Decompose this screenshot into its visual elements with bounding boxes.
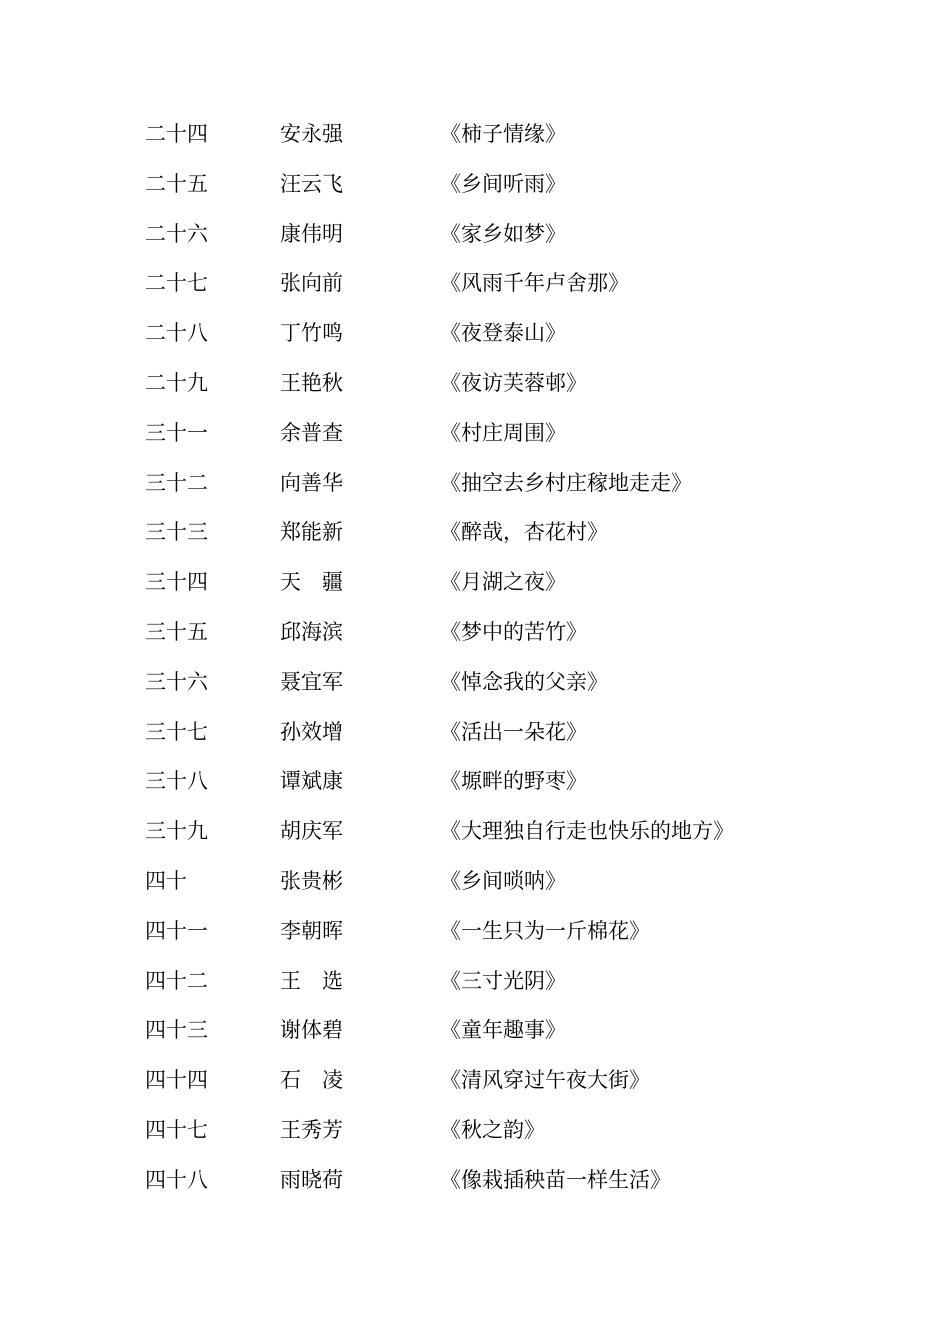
entry-author: 天 疆 (280, 570, 343, 595)
entry-title: 《一生只为一斤棉花》 (440, 918, 650, 943)
entry-author: 王 选 (280, 968, 343, 993)
entry-author: 聂宜军 (280, 669, 343, 694)
entry-author: 丁竹鸣 (280, 321, 343, 346)
entry-author: 向善华 (280, 470, 343, 495)
entry-title: 《塬畔的野枣》 (440, 769, 587, 794)
entry-author: 郑能新 (280, 520, 343, 545)
list-item (145, 210, 845, 260)
entry-number: 三十一 (145, 420, 208, 445)
list-item (145, 160, 845, 210)
entry-title: 《醉哉，杏花村》 (440, 520, 608, 545)
list-item (145, 708, 845, 758)
entry-title: 《三寸光阴》 (440, 968, 566, 993)
entry-number: 二十八 (145, 321, 208, 346)
entry-author: 谭斌康 (280, 769, 343, 794)
entry-number: 二十七 (145, 271, 208, 296)
list-item (145, 957, 845, 1007)
entry-author: 张贵彬 (280, 868, 343, 893)
list-item (145, 459, 845, 509)
entry-number: 四十 (145, 868, 187, 893)
entry-author: 雨晓荷 (280, 1167, 343, 1192)
entry-title: 《童年趣事》 (440, 1018, 566, 1043)
list-item (145, 658, 845, 708)
entry-title: 《活出一朵花》 (440, 719, 587, 744)
entry-author: 邱海滨 (280, 619, 343, 644)
entry-title: 《村庄周围》 (440, 420, 566, 445)
entry-title: 《梦中的苦竹》 (440, 619, 587, 644)
entry-number: 三十六 (145, 669, 208, 694)
entry-author: 张向前 (280, 271, 343, 296)
entry-number: 四十七 (145, 1117, 208, 1142)
list-item (145, 608, 845, 658)
entry-author: 汪云飞 (280, 171, 343, 196)
entry-title: 《夜登泰山》 (440, 321, 566, 346)
entry-list (145, 110, 845, 1206)
entry-author: 安永强 (280, 122, 343, 146)
list-item (145, 1106, 845, 1156)
entry-number: 四十八 (145, 1167, 208, 1192)
entry-number: 二十四 (145, 122, 208, 146)
entry-number: 三十五 (145, 619, 208, 644)
list-item (145, 807, 845, 857)
entry-number: 三十二 (145, 470, 208, 495)
list-item (145, 309, 845, 359)
entry-author: 王秀芳 (280, 1117, 343, 1142)
entry-number: 三十三 (145, 520, 208, 545)
entry-title: 《秋之韵》 (440, 1117, 545, 1142)
entry-number: 四十四 (145, 1068, 208, 1093)
entry-author: 胡庆军 (280, 819, 343, 844)
entry-title: 《抽空去乡村庄稼地走走》 (440, 470, 692, 495)
list-item (145, 907, 845, 957)
entry-author: 谢体碧 (280, 1018, 343, 1043)
entry-title: 《乡间唢呐》 (440, 868, 566, 893)
entry-title: 《大理独自行走也快乐的地方》 (440, 819, 734, 844)
list-item (145, 857, 845, 907)
entry-title: 《清风穿过午夜大街》 (440, 1068, 650, 1093)
list-item (145, 359, 845, 409)
list-item (145, 558, 845, 608)
entry-title: 《月湖之夜》 (440, 570, 566, 595)
entry-number: 二十五 (145, 171, 208, 196)
entry-author: 王艳秋 (280, 370, 343, 395)
entry-author: 康伟明 (280, 221, 343, 246)
entry-author: 孙效增 (280, 719, 343, 744)
entry-title: 《柿子情缘》 (440, 122, 566, 146)
entry-number: 三十九 (145, 819, 208, 844)
list-item (145, 259, 845, 309)
entry-number: 二十九 (145, 370, 208, 395)
entry-number: 二十六 (145, 221, 208, 246)
entry-author: 石 凌 (280, 1068, 343, 1093)
list-item (145, 409, 845, 459)
entry-number: 三十七 (145, 719, 208, 744)
entry-author: 李朝晖 (280, 918, 343, 943)
list-item (145, 1056, 845, 1106)
entry-title: 《悼念我的父亲》 (440, 669, 608, 694)
entry-author: 余普查 (280, 420, 343, 445)
list-item (145, 1156, 845, 1206)
entry-title: 《风雨千年卢舍那》 (440, 271, 629, 296)
entry-title: 《夜访芙蓉邨》 (440, 370, 587, 395)
entry-title: 《家乡如梦》 (440, 221, 566, 246)
entry-title: 《乡间听雨》 (440, 171, 566, 196)
entry-number: 三十四 (145, 570, 208, 595)
list-item (145, 757, 845, 807)
entry-number: 四十二 (145, 968, 208, 993)
list-item (145, 1006, 845, 1056)
entry-number: 四十三 (145, 1018, 208, 1043)
entry-number: 四十一 (145, 918, 208, 943)
list-item (145, 508, 845, 558)
list-item (145, 110, 845, 160)
entry-number: 三十八 (145, 769, 208, 794)
entry-title: 《像栽插秧苗一样生活》 (440, 1167, 671, 1192)
